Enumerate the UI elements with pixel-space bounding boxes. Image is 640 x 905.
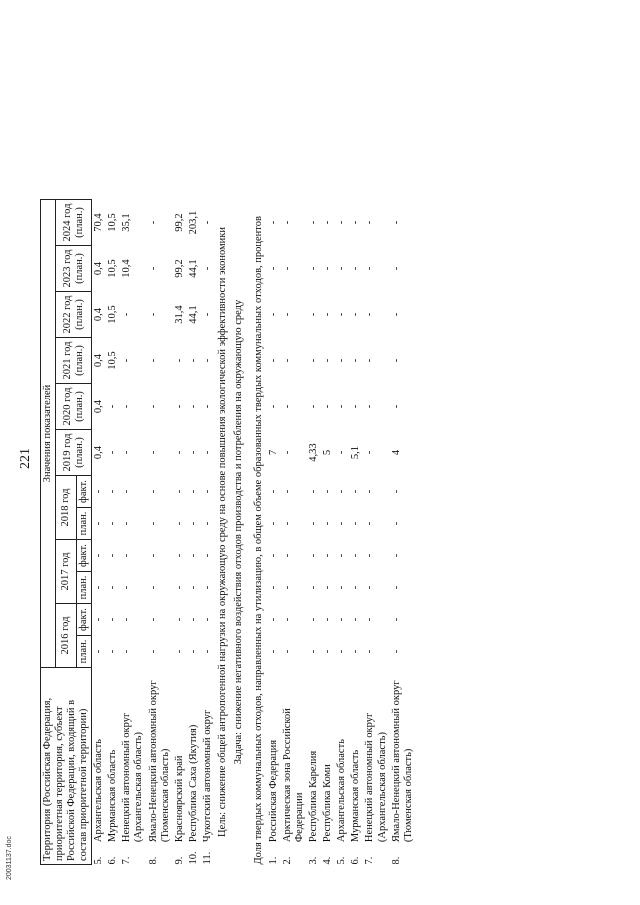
table-row [92, 200, 107, 865]
header-year-2024: 2024 год (план.) [56, 200, 92, 246]
value-cell: - [121, 404, 133, 409]
value-cell: - [93, 649, 105, 654]
row-number: 6. [107, 856, 119, 865]
table-row [106, 200, 120, 865]
row-number: 10. [187, 851, 199, 865]
value-cell: - [390, 553, 402, 558]
value-cell: - [350, 521, 362, 526]
value-cell: 10,5 [107, 259, 119, 278]
value-cell: - [121, 649, 133, 654]
value-cell: - [364, 553, 376, 558]
value-cell: - [173, 649, 185, 654]
value-cell: - [308, 266, 320, 271]
value-cell: - [121, 489, 133, 494]
row-territory-name: Ямало-Ненецкий автономный округ (Тюменская область) [390, 680, 414, 843]
value-cell: - [282, 450, 294, 455]
value-cell: - [364, 450, 376, 455]
value-cell: - [268, 358, 279, 363]
value-cell: - [187, 649, 199, 654]
value-cell: - [282, 489, 294, 494]
header-year-2016: 2016 год [56, 604, 77, 668]
value-cell: - [268, 312, 279, 317]
value-cell: 7 [268, 449, 279, 456]
value-cell: - [336, 649, 348, 654]
value-cell: - [147, 404, 159, 409]
value-cell: - [350, 489, 362, 494]
row-territory-name: Ненецкий автономный округ (Архангельская область) [364, 712, 388, 843]
value-cell: - [147, 312, 159, 317]
value-cell: - [390, 489, 402, 494]
value-cell: - [201, 649, 213, 654]
table-row [281, 200, 307, 865]
value-cell: - [390, 649, 402, 654]
header-values-group: Значения показателей [41, 200, 56, 668]
value-cell: - [107, 521, 119, 526]
value-cell: - [282, 358, 294, 363]
value-cell: - [390, 617, 402, 622]
row-territory-name: Арктическая зона Российской Федерации [282, 708, 306, 843]
value-cell: - [187, 553, 199, 558]
value-cell: - [121, 585, 133, 590]
header-year-2022: 2022 год (план.) [56, 292, 92, 338]
header-fact: факт. [77, 476, 92, 508]
value-cell: - [308, 585, 320, 590]
value-cell: - [336, 266, 348, 271]
value-cell: - [282, 617, 294, 622]
value-cell: - [93, 521, 105, 526]
value-cell: - [147, 649, 159, 654]
header-year-2018: 2018 год [56, 476, 77, 540]
row-number: 7. [121, 856, 133, 865]
value-cell: - [350, 649, 362, 654]
header-plan: план. [77, 572, 92, 604]
value-cell: 10,5 [107, 305, 119, 324]
value-cell: - [121, 450, 133, 455]
value-cell: - [187, 404, 199, 409]
value-cell: - [364, 312, 376, 317]
value-cell: - [350, 617, 362, 622]
value-cell: - [322, 312, 334, 317]
row-territory-name: Чукотский автономный округ [201, 709, 213, 843]
header-territory: Территория (Российская Федерация, приоритетная территория, субъект Российской Федерации, входящий в состав приоритетной территории) [41, 668, 92, 865]
value-cell: - [322, 649, 334, 654]
value-cell: - [173, 489, 185, 494]
value-cell: - [390, 358, 402, 363]
table-body-section-b [267, 200, 416, 865]
goal-section [215, 200, 267, 865]
value-cell: 0,4 [93, 445, 105, 460]
value-cell: - [390, 266, 402, 271]
table-row [390, 200, 416, 865]
value-cell: - [268, 521, 279, 526]
table-row [335, 200, 349, 865]
value-cell: - [121, 617, 133, 622]
table-row [201, 200, 215, 865]
value-cell: - [336, 450, 348, 455]
value-cell: - [390, 312, 402, 317]
value-cell: - [336, 312, 348, 317]
value-cell: - [336, 404, 348, 409]
value-cell: - [364, 617, 376, 622]
table-row [120, 200, 146, 865]
value-cell: - [308, 358, 320, 363]
value-cell: - [173, 450, 185, 455]
value-cell: - [308, 553, 320, 558]
row-number: 2. [282, 856, 294, 865]
header-year-2020: 2020 год (план.) [56, 384, 92, 430]
value-cell: - [107, 489, 119, 494]
value-cell: - [201, 521, 213, 526]
value-cell: - [322, 521, 334, 526]
value-cell: - [390, 521, 402, 526]
value-cell: - [364, 649, 376, 654]
row-territory-name: Республика Саха (Якутия) [187, 724, 199, 843]
value-cell: - [308, 489, 320, 494]
value-cell: - [201, 220, 213, 225]
row-number: 1. [268, 856, 279, 865]
row-number: 3. [308, 856, 320, 865]
value-cell: 44,1 [187, 259, 199, 278]
value-cell: - [268, 585, 279, 590]
value-cell: - [268, 553, 279, 558]
value-cell: - [187, 617, 199, 622]
value-cell: - [390, 585, 402, 590]
value-cell: - [322, 266, 334, 271]
indicator-table [40, 199, 416, 865]
header-year-2017: 2017 год [56, 540, 77, 604]
table-header [41, 200, 92, 865]
header-year-2019: 2019 год (план.) [56, 430, 92, 476]
value-cell: - [121, 521, 133, 526]
row-territory-name: Ямало-Ненецкий автономный округ (Тюменская область) [147, 680, 171, 843]
value-cell: - [93, 617, 105, 622]
value-cell: - [107, 553, 119, 558]
row-number: 5. [336, 856, 348, 865]
value-cell: 10,4 [121, 259, 133, 278]
table-row [363, 200, 389, 865]
file-stamp: 20031137.doc [6, 836, 13, 880]
value-cell: - [322, 553, 334, 558]
value-cell: - [282, 404, 294, 409]
table-row [321, 200, 335, 865]
value-cell: - [187, 450, 199, 455]
value-cell: 99,2 [173, 213, 185, 232]
value-cell: 5,1 [350, 445, 362, 460]
header-plan: план. [77, 636, 92, 668]
row-number: 7. [364, 856, 376, 865]
value-cell: - [350, 553, 362, 558]
value-cell: - [147, 521, 159, 526]
value-cell: - [322, 404, 334, 409]
header-fact: факт. [77, 540, 92, 572]
value-cell: - [390, 404, 402, 409]
value-cell: - [322, 585, 334, 590]
value-cell: 4 [390, 449, 402, 456]
value-cell: - [308, 220, 320, 225]
header-fact: факт. [77, 604, 92, 636]
value-cell: - [147, 617, 159, 622]
row-territory-name: Ненецкий автономный округ (Архангельская область) [121, 712, 145, 843]
page-number: 221 [18, 448, 33, 469]
value-cell: - [173, 617, 185, 622]
value-cell: - [336, 489, 348, 494]
header-year-2023: 2023 год (план.) [56, 246, 92, 292]
row-number: 8. [147, 856, 159, 865]
value-cell: - [147, 358, 159, 363]
value-cell: 70,4 [93, 213, 105, 232]
value-cell: - [201, 404, 213, 409]
value-cell: 10,5 [107, 213, 119, 232]
value-cell: - [107, 404, 119, 409]
value-cell: 99,2 [173, 259, 185, 278]
row-territory-name: Российская Федерация [268, 739, 279, 843]
value-cell: - [350, 358, 362, 363]
value-cell: - [308, 312, 320, 317]
table-row [147, 200, 173, 865]
value-cell: - [147, 220, 159, 225]
value-cell: - [201, 358, 213, 363]
value-cell: 0,4 [93, 261, 105, 276]
value-cell: - [268, 220, 279, 225]
value-cell: - [93, 585, 105, 590]
value-cell: - [201, 585, 213, 590]
value-cell: - [336, 585, 348, 590]
table-row [349, 200, 363, 865]
value-cell: - [187, 489, 199, 494]
row-territory-name: Республика Коми [322, 764, 334, 843]
value-cell: 4,33 [308, 443, 320, 462]
value-cell: - [201, 266, 213, 271]
value-cell: - [173, 553, 185, 558]
value-cell: - [201, 489, 213, 494]
value-cell: 0,4 [93, 399, 105, 414]
value-cell: - [268, 617, 279, 622]
header-plan: план. [77, 508, 92, 540]
value-cell: - [282, 649, 294, 654]
value-cell: 5 [322, 449, 334, 456]
value-cell: - [187, 358, 199, 363]
value-cell: - [350, 404, 362, 409]
row-number: 4. [322, 856, 334, 865]
value-cell: - [187, 521, 199, 526]
value-cell: - [282, 312, 294, 317]
value-cell: - [268, 489, 279, 494]
row-number: 5. [93, 856, 105, 865]
value-cell: 203,1 [187, 210, 199, 235]
value-cell: - [107, 617, 119, 622]
row-number: 8. [390, 856, 402, 865]
value-cell: 44,1 [187, 305, 199, 324]
task-text: Задача: снижение негативного воздействия отходов производства и потребления на окружающую среду [232, 299, 244, 765]
value-cell: - [268, 404, 279, 409]
value-cell: - [282, 266, 294, 271]
goal-text: Цель: снижение общей антропогенной нагрузки на окружающую среду на основе повышения экологической эффективности экономики [216, 227, 228, 838]
value-cell: 0,4 [93, 353, 105, 368]
value-cell: - [147, 585, 159, 590]
value-cell: - [173, 358, 185, 363]
table-row [173, 200, 187, 865]
value-cell: - [390, 220, 402, 225]
value-cell: - [350, 312, 362, 317]
value-cell: - [364, 266, 376, 271]
value-cell: - [322, 220, 334, 225]
value-cell: - [308, 649, 320, 654]
value-cell: - [201, 312, 213, 317]
value-cell: - [336, 521, 348, 526]
row-number: 9. [173, 856, 185, 865]
row-territory-name: Мурманская область [107, 749, 119, 843]
value-cell: - [173, 521, 185, 526]
value-cell: - [93, 489, 105, 494]
value-cell: - [107, 649, 119, 654]
value-cell: - [201, 450, 213, 455]
value-cell: - [282, 585, 294, 590]
value-cell: - [201, 553, 213, 558]
value-cell: - [336, 220, 348, 225]
value-cell: - [364, 404, 376, 409]
value-cell: - [350, 220, 362, 225]
value-cell: - [173, 404, 185, 409]
row-territory-name: Архангельская область [336, 739, 348, 843]
value-cell: - [147, 450, 159, 455]
value-cell: - [364, 585, 376, 590]
value-cell: - [173, 585, 185, 590]
value-cell: - [147, 553, 159, 558]
value-cell: - [336, 358, 348, 363]
row-territory-name: Республика Карелия [308, 750, 320, 843]
value-cell: 35,1 [121, 213, 133, 232]
indicator-title: Доля твердых коммунальных отходов, направленных на утилизацию, в общем объеме образованных твердых коммунальных отходов, процентов [252, 216, 264, 865]
value-cell: - [187, 585, 199, 590]
value-cell: - [336, 617, 348, 622]
table-body-section-a [92, 200, 215, 865]
row-territory-name: Красноярский край [173, 755, 185, 843]
value-cell: - [282, 220, 294, 225]
value-cell: - [350, 585, 362, 590]
table-row [267, 200, 281, 865]
row-territory-name: Мурманская область [350, 749, 362, 843]
value-cell: - [322, 489, 334, 494]
value-cell: - [336, 553, 348, 558]
table-row [187, 200, 201, 865]
row-territory-name: Архангельская область [93, 739, 105, 843]
value-cell: - [268, 649, 279, 654]
row-number: 11. [201, 851, 213, 865]
row-number: 6. [350, 856, 362, 865]
value-cell: - [147, 266, 159, 271]
value-cell: - [322, 358, 334, 363]
value-cell: - [364, 521, 376, 526]
value-cell: - [364, 358, 376, 363]
value-cell: - [364, 220, 376, 225]
value-cell: - [308, 521, 320, 526]
value-cell: - [201, 617, 213, 622]
value-cell: - [308, 617, 320, 622]
value-cell: - [121, 553, 133, 558]
value-cell: - [93, 553, 105, 558]
value-cell: - [308, 404, 320, 409]
value-cell: - [282, 521, 294, 526]
header-year-2021: 2021 год (план.) [56, 338, 92, 384]
value-cell: 10,5 [107, 351, 119, 370]
value-cell: - [364, 489, 376, 494]
value-cell: 31,4 [173, 305, 185, 324]
value-cell: - [350, 266, 362, 271]
value-cell: - [121, 312, 133, 317]
value-cell: - [147, 489, 159, 494]
value-cell: - [268, 266, 279, 271]
value-cell: 0,4 [93, 307, 105, 322]
value-cell: - [121, 358, 133, 363]
table-row [307, 200, 321, 865]
value-cell: - [107, 450, 119, 455]
value-cell: - [322, 617, 334, 622]
value-cell: - [282, 553, 294, 558]
value-cell: - [107, 585, 119, 590]
